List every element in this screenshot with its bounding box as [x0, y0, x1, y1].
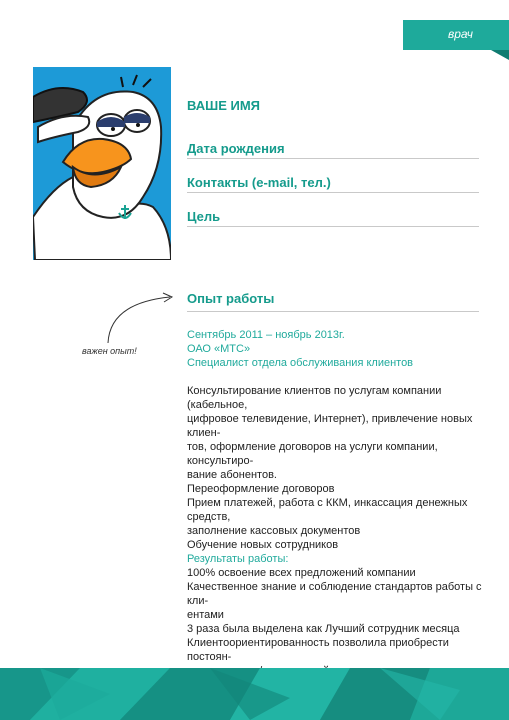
duty-line: Консультирование клиентов по услугам компании (кабельное, [187, 385, 442, 411]
duty-line: цифровое телевидение, Интернет), привлечение новых клиен- [187, 413, 473, 439]
footer-pattern [0, 668, 509, 720]
goal-line [187, 226, 479, 227]
result-line: ентами [187, 609, 224, 621]
arrow-icon [100, 291, 180, 346]
birthdate-field: Дата рождения [187, 141, 285, 156]
duty-line: Переоформление договоров [187, 483, 335, 495]
experience-title: Опыт работы [187, 291, 275, 306]
profession-label: врач [447, 27, 473, 41]
job-header [187, 328, 487, 370]
results-title: Результаты работы: [187, 553, 289, 565]
duty-line: тов, оформление договоров на услуги компании, консультиро- [187, 441, 438, 467]
duty-line: Прием платежей, работа с ККМ, инкассация денежных средств, [187, 497, 468, 523]
duty-line: Обучение новых сотрудников [187, 539, 339, 551]
photo-frame [33, 67, 171, 260]
seagull-cartoon-icon [33, 67, 171, 260]
goal-field: Цель [187, 209, 221, 224]
job-position: Специалист отдела обслуживания клиентов [187, 357, 414, 369]
result-line: Качественное знание и соблюдение стандартов работы с кли- [187, 581, 482, 607]
result-line: 3 раза была выделена как Лучший сотрудник месяца [187, 623, 460, 635]
result-line: Клиентоориентированность позволила приобрести постоян- [187, 637, 449, 663]
name-field: ВАШЕ ИМЯ [187, 98, 260, 113]
job-period: Сентябрь 2011 – ноябрь 2013г. [187, 329, 345, 341]
job-company: ОАО «МТС» [187, 343, 251, 355]
contacts-field: Контакты (e-mail, тел.) [187, 175, 331, 190]
result-line: 100% освоение всех предложений компании [187, 567, 416, 579]
side-note: важен опыт! [82, 346, 137, 356]
experience-line [187, 311, 479, 312]
ribbon-fold [491, 50, 509, 60]
duty-line: заполнение кассовых документов [187, 525, 361, 537]
duty-line: вание абонентов. [187, 469, 277, 481]
contacts-line [187, 192, 479, 193]
birthdate-line [187, 158, 479, 159]
